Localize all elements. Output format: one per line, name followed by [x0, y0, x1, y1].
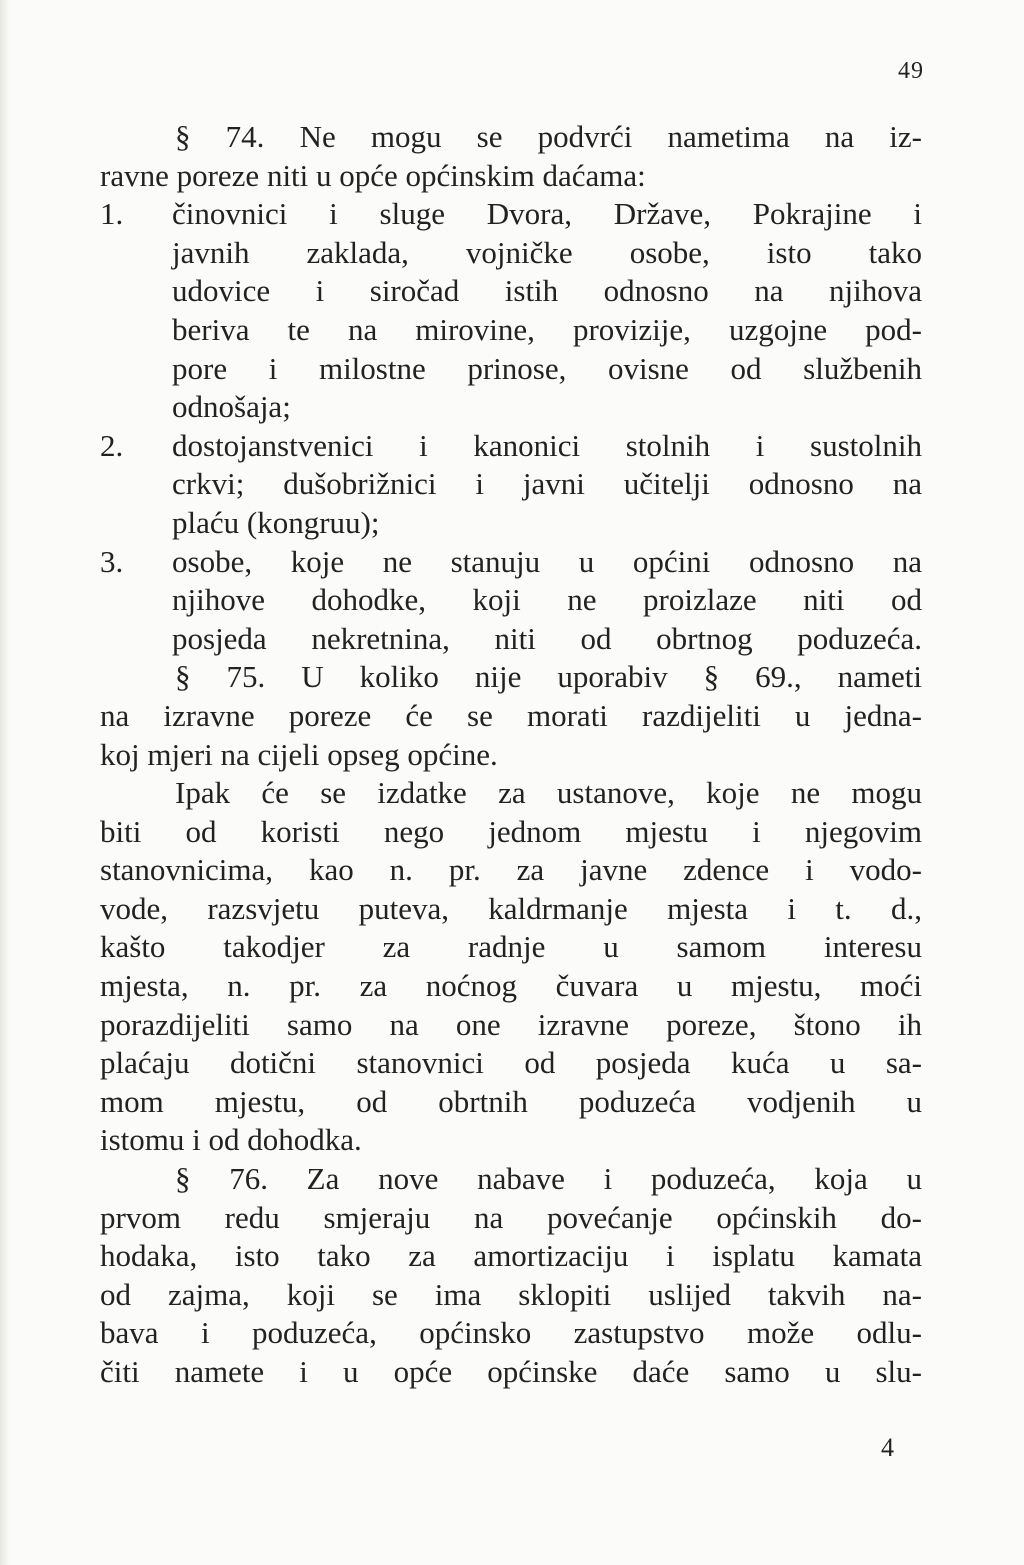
text-line: [100, 1083, 922, 1122]
line-text: kašto takodjer za radnje u samom interesu: [100, 929, 922, 965]
text-line: [100, 465, 922, 504]
line-text: mjesta, n. pr. za noćnog čuvara u mjestu, moći: [100, 968, 922, 1004]
text-line: [100, 1121, 922, 1160]
line-text: čiti namete i u opće općinske daće samo u slu-: [100, 1354, 922, 1389]
line-text: crkvi; dušobrižnici i javni učitelji odnosno na: [172, 466, 922, 502]
list-number: 2.: [100, 427, 124, 463]
text-line: [100, 697, 922, 736]
line-text: mom mjestu, od obrtnih poduzeća vodjenih u: [100, 1083, 922, 1119]
line-text: § 76. Za nove nabave i poduzeća, koja u: [175, 1161, 922, 1197]
line-text: istomu i od dohodka.: [100, 1122, 362, 1158]
line-text: biti od koristi nego jednom mjestu i njegovim: [100, 813, 922, 849]
line-text: koj mjeri na cijeli opseg općine.: [100, 736, 498, 772]
text-line: [100, 967, 922, 1006]
text-line: [100, 1199, 922, 1238]
text-line: [100, 581, 922, 620]
line-text: stanovnicima, kao n. pr. za javne zdence i vodo-: [100, 852, 922, 888]
line-text: beriva te na mirovine, provizije, uzgojne pod-: [172, 311, 922, 347]
text-line: [100, 427, 922, 466]
line-text: pore i milostne prinose, ovisne od službenih: [172, 350, 922, 386]
signature-mark: 4: [881, 1433, 894, 1462]
list-number: 1.: [100, 196, 124, 232]
list-item-text: osobe, koje ne stanuju u općini odnosno na: [172, 543, 922, 579]
text-line: [100, 1006, 922, 1045]
page-edge-shadow: [0, 0, 10, 1565]
line-text: od zajma, koji se ima sklopiti uslijed takvih na-: [100, 1276, 922, 1312]
line-text: plaću (kongruu);: [172, 504, 380, 540]
page-number: 49: [898, 58, 924, 84]
line-text: javnih zaklada, vojničke osobe, isto tako: [172, 234, 922, 270]
line-text: § 74. Ne mogu se podvrći nametima na iz-: [175, 119, 922, 154]
line-text: plaćaju dotični stanovnici od posjeda kuća u sa-: [100, 1045, 922, 1081]
text-line: [100, 736, 922, 775]
text-line: [100, 311, 922, 350]
text-line: [100, 1314, 922, 1353]
line-text: odnošaja;: [172, 389, 291, 425]
text-line: [100, 620, 922, 659]
text-line: [100, 1353, 922, 1392]
line-text: vode, razsvjetu puteva, kaldrmanje mjesta i t. d.,: [100, 890, 922, 926]
text-line: [100, 1044, 922, 1083]
text-line: [100, 195, 922, 234]
line-text: na izravne poreze će se morati razdijeliti u jedna-: [100, 697, 922, 733]
text-line: [100, 928, 922, 967]
text-line: [100, 543, 922, 582]
text-line: [100, 504, 922, 543]
line-text: posjeda nekretnina, niti od obrtnog poduzeća.: [172, 620, 922, 656]
line-text: njihove dohodke, koji ne proizlaze niti od: [172, 582, 922, 618]
list-item-text: činovnici i sluge Dvora, Države, Pokrajine i: [172, 196, 922, 232]
text-line: [100, 1237, 922, 1276]
text-line: [100, 813, 922, 852]
text-line: [100, 1276, 922, 1315]
list-number: 3.: [100, 543, 124, 579]
line-text: bava i poduzeća, općinsko zastupstvo može odlu-: [100, 1315, 922, 1351]
body-text: [100, 118, 922, 1392]
text-line: [100, 118, 922, 157]
text-line: [100, 234, 922, 273]
text-line: [100, 272, 922, 311]
text-line: [100, 157, 922, 196]
line-text: Ipak će se izdatke za ustanove, koje ne mogu: [175, 775, 922, 811]
text-line: [100, 890, 922, 929]
line-text: ravne poreze niti u opće općinskim daćama:: [100, 157, 646, 193]
text-line: [100, 658, 922, 697]
text-line: [100, 350, 922, 389]
text-line: [100, 851, 922, 890]
list-item-text: dostojanstvenici i kanonici stolnih i sustolnih: [172, 427, 922, 463]
line-text: porazdijeliti samo na one izravne poreze, štono ih: [100, 1006, 922, 1042]
line-text: prvom redu smjeraju na povećanje općinskih do-: [100, 1199, 922, 1235]
text-line: [100, 774, 922, 813]
line-text: § 75. U koliko nije uporabiv § 69., nameti: [175, 659, 922, 695]
line-text: hodaka, isto tako za amortizaciju i isplatu kamata: [100, 1238, 922, 1274]
text-line: [100, 1160, 922, 1199]
line-text: udovice i siročad istih odnosno na njihova: [172, 273, 922, 309]
text-line: [100, 388, 922, 427]
